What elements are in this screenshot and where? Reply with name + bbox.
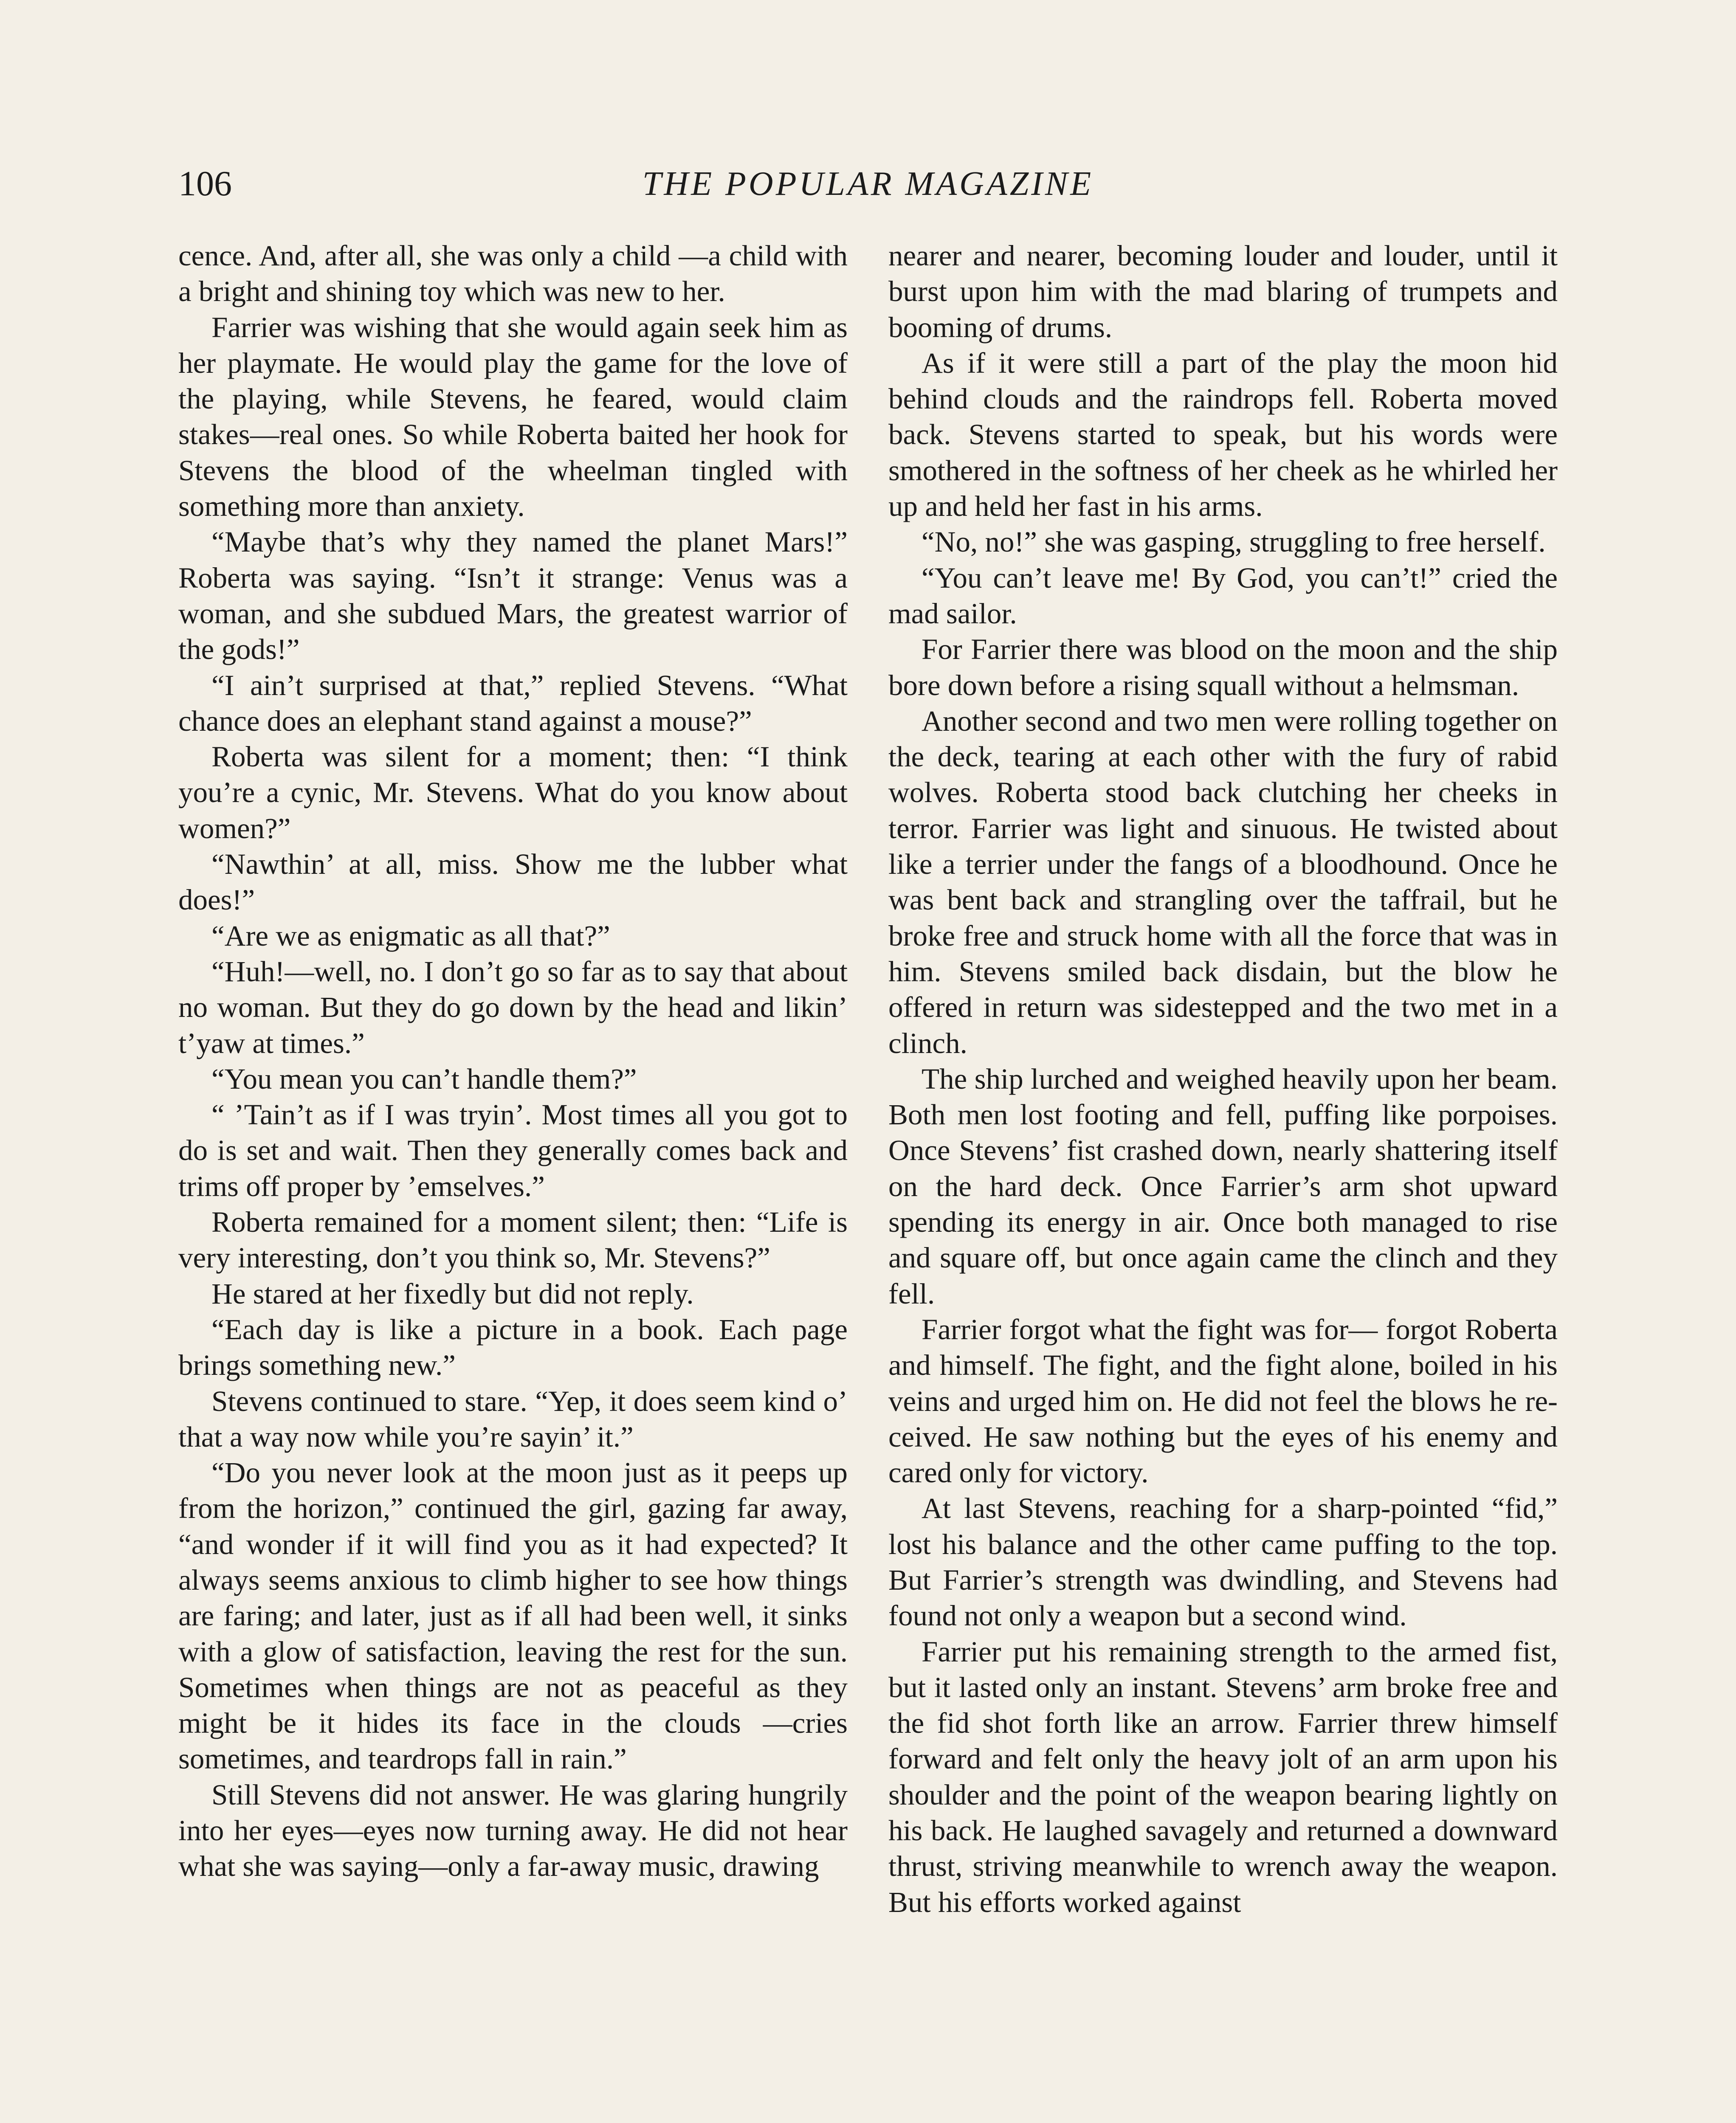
running-title: THE POPULAR MAGAZINE — [642, 165, 1094, 203]
paragraph: Still Stevens did not answer. He was glaring hungrily into her eyes—eyes now turning away. He did not hear what she was saying—only a far-away music, drawing — [178, 1778, 848, 1883]
paragraph: Farrier put his remaining strength to the armed fist, but it lasted only an instant. Stevens’ arm broke free and the fid shot forth like an arrow. Farrier threw himself forward and felt only the heavy jolt of an arm upon his shoulder and the point of the weapon bearing lightly on his back. He laughed savagely and returned a downward thrust, striving meanwhile to wrench away the weapon. But his efforts worked against — [888, 1635, 1558, 1918]
paragraph: “Huh!—well, no. I don’t go so far as to say that about no woman. But they do go down by the head and likin’ t’yaw at times.” — [178, 955, 848, 1059]
page-header — [178, 160, 1558, 207]
paragraph: “I ain’t surprised at that,” replied Stevens. “What chance does an elephant stand against a mouse?” — [178, 669, 848, 737]
paragraph: At last Stevens, reaching for a sharp-pointed “fid,” lost his balance and the other came puffing to the top. But Farrier’s strength was dwindling, and Stevens had found not only a weapon but a second wind. — [888, 1492, 1558, 1632]
paragraph: “Maybe that’s why they named the planet Mars!” Roberta was saying. “Isn’t it strange: Venus was a woman, and she subdued Mars, the greatest warrior of the gods!” — [178, 526, 848, 666]
paragraph: For Farrier there was blood on the moon and the ship bore down before a rising squall without a helmsman. — [888, 633, 1558, 701]
paragraph: Another second and two men were rolling together on the deck, tearing at each other with the fury of rabid wolves. Roberta stood back clutching her cheeks in terror. Farrier was light and sinuous. He twisted about like a terrier under the fangs of a bloodhound. Once he was bent back and strangling over the taffrail, but he broke free and struck home with all the force that was in him. Stevens smiled back disdain, but the blow he offered in return was sidestepped and the two met in a clinch. — [888, 704, 1558, 1059]
paragraph: “Do you never look at the moon just as it peeps up from the horizon,” continued the girl, gazing far away, “and wonder if it will find you as it had expected? It always seems anxious to climb higher to see how things are faring; and later, just as if all had been well, it sinks with a glow of satisfaction, leaving the rest for the sun. Sometimes when things are not as peaceful as they might be it hides its face in the clouds —cries sometimes, and teardrops fall in rain.” — [178, 1456, 848, 1775]
paragraph: The ship lurched and weighed heavily upon her beam. Both men lost footing and fell, puffing like porpoises. Once Stevens’ fist crashed down, nearly shattering itself on the hard deck. Once Farrier’s arm shot upward spending its energy in air. Once both managed to rise and square off, but once again came the clinch and they fell. — [888, 1062, 1558, 1310]
paragraph: Roberta was silent for a moment; then: “I think you’re a cynic, Mr. Stevens. What do you know about women?” — [178, 741, 848, 845]
paragraph: “Nawthin’ at all, miss. Show me the lubber what does!” — [178, 848, 848, 916]
paragraph: “You mean you can’t handle them?” — [211, 1062, 637, 1095]
paragraph: As if it were still a part of the play the moon hid behind clouds and the raindrops fell. Roberta moved back. Stevens started to speak, but his words were smothered in the softness of her cheek as he whirled her up and held her fast in his arms. — [888, 346, 1558, 523]
paragraph: “You can’t leave me! By God, you can’t!” cried the mad sailor. — [888, 561, 1558, 630]
paragraph: “ ’Tain’t as if I was tryin’. Most times all you got to do is set and wait. Then they generally comes back and trims off proper by ’emselves.” — [178, 1098, 848, 1202]
paragraph: cence. And, after all, she was only a child —a child with a bright and shining toy which was new to her. — [178, 239, 848, 308]
paragraph: Roberta remained for a moment silent; then: “Life is very interesting, don’t you think so, Mr. Stevens?” — [178, 1206, 848, 1274]
text-columns — [178, 238, 1558, 2123]
paragraph: Stevens continued to stare. “Yep, it does seem kind o’ that a way now while you’re sayin’ it.” — [178, 1385, 848, 1453]
paragraph: He stared at her fixedly but did not reply. — [211, 1277, 694, 1310]
paragraph: Farrier forgot what the fight was for— forgot Roberta and himself. The fight, and the fight alone, boiled in his veins and urged him on. He did not feel the blows he received. He saw nothing but the eyes of his enemy and cared only for victory. — [888, 1313, 1558, 1489]
page-number: 106 — [178, 164, 232, 203]
paragraph: “Are we as enigmatic as all that?” — [211, 919, 610, 952]
paragraph: “No, no!” she was gasping, struggling to free herself. — [922, 526, 1546, 558]
left-column — [178, 238, 848, 2123]
paragraph: nearer and nearer, becoming louder and louder, until it burst upon him with the mad blaring of trumpets and booming of drums. — [888, 239, 1558, 344]
right-column — [888, 238, 1558, 2123]
paragraph: “Each day is like a picture in a book. Each page brings something new.” — [178, 1313, 848, 1382]
paragraph: Farrier was wishing that she would again seek him as her playmate. He would play the game for the love of the playing, while Stevens, he feared, would claim stakes—real ones. So while Roberta baited her hook for Stevens the blood of the wheelman tingled with something more than anxiety. — [178, 311, 848, 523]
